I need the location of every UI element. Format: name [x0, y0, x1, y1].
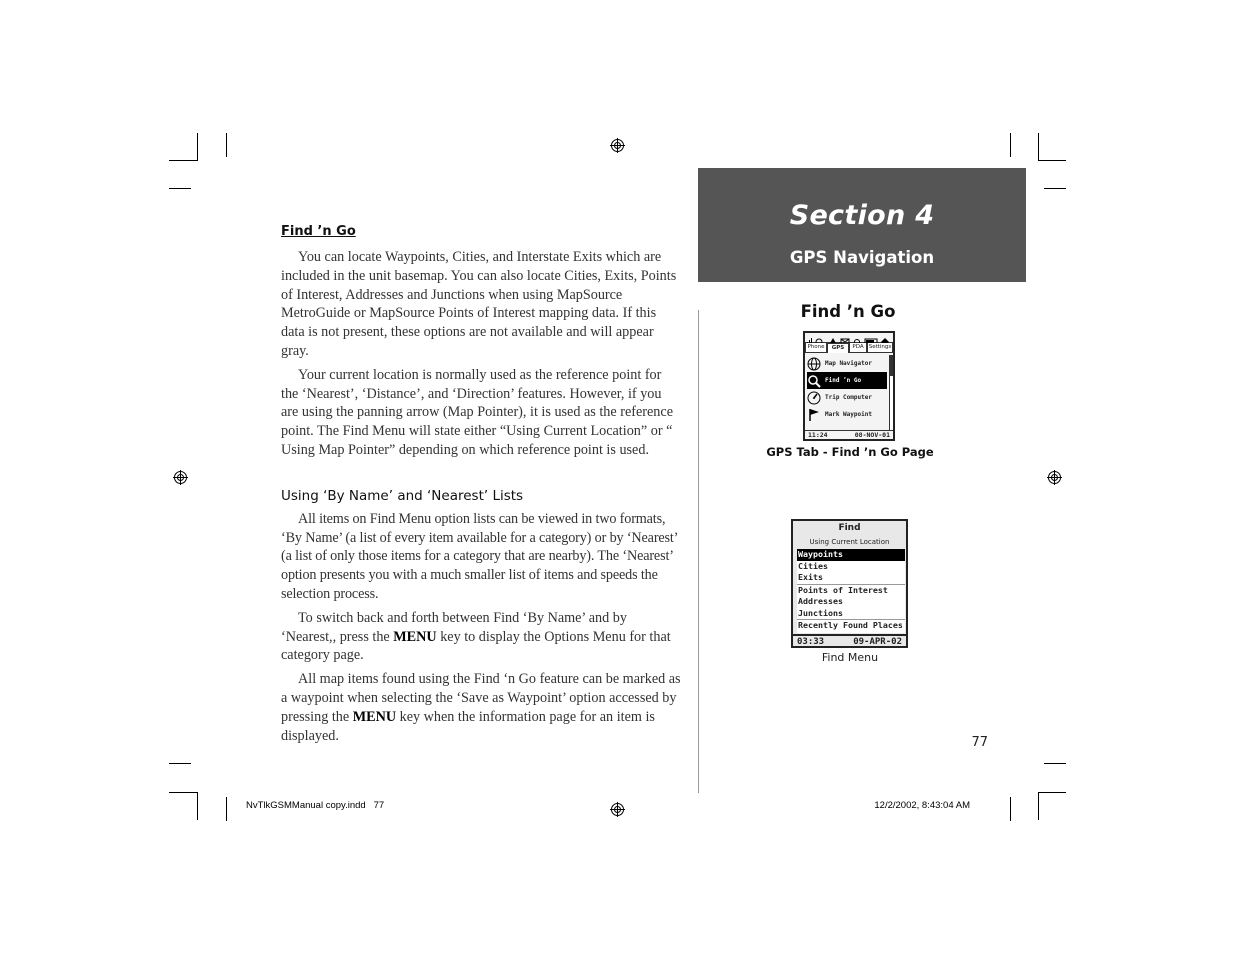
flag-icon	[807, 408, 821, 422]
list-item-exits[interactable]: Exits	[797, 572, 905, 585]
clock-time: 03:33	[797, 637, 825, 647]
footer-timestamp: 12/2/2002, 8:43:04 AM	[874, 800, 970, 811]
tab-gps[interactable]: GPS	[827, 343, 849, 353]
heading-find-n-go: Find ’n Go	[281, 224, 356, 239]
section-title: Section 4	[789, 200, 935, 231]
clock-date: 08-NOV-01	[854, 431, 890, 439]
list-item-cities[interactable]: Cities	[798, 560, 828, 571]
status-bar	[805, 333, 893, 343]
paragraph: Your current location is normally used as the reference point for the ‘Nearest’, ‘Distance’, and ‘Direction’ features. However, if you are using the panning arrow (Map Pointer), it is used as the reference point. The Find Menu will state either “Using Current Location” or “ Using Map Pointer” depending on which reference point is used.	[281, 366, 673, 458]
list-item-recently-found[interactable]: Recently Found Places	[798, 620, 903, 630]
list-item-waypoints[interactable]: Waypoints	[797, 549, 905, 561]
column-divider	[698, 310, 699, 793]
time-date-bar	[805, 430, 893, 439]
time-date-bar	[793, 634, 906, 646]
registration-mark-icon	[1047, 470, 1062, 485]
gps-menu-list	[807, 355, 887, 423]
registration-mark-icon	[173, 470, 188, 485]
gauge-icon	[807, 391, 821, 405]
scrollbar[interactable]	[889, 355, 894, 431]
find-list	[797, 549, 905, 633]
menu-key-label: MENU	[393, 628, 437, 645]
menu-key-label: MENU	[352, 708, 397, 725]
heading-by-name-nearest: Using ‘By Name’ and ‘Nearest’ Lists	[281, 487, 524, 504]
find-title: Find	[838, 523, 861, 533]
paragraph: All items on Find Menu option lists can be viewed in two formats, ‘By Name’ (a list of every item available for a category) or by ‘Nearest’ (a list of only those items for a category that are nearby). The ‘Nearest’ option presents you with a much smaller list of items and speeds the selection process.	[281, 510, 678, 602]
magnifier-icon	[807, 374, 821, 388]
tab-bar	[805, 343, 893, 353]
figure-caption: GPS Tab - Find ’n Go Page	[766, 445, 934, 459]
list-item-points-of-interest[interactable]: Points of Interest	[798, 584, 888, 595]
list-item-junctions[interactable]: Junctions	[797, 608, 905, 621]
tab-settings[interactable]: Settings	[867, 343, 893, 353]
registration-mark-icon	[610, 802, 625, 817]
menu-item-map-navigator[interactable]: Map Navigator	[807, 355, 887, 372]
tab-pda[interactable]: PDA	[849, 343, 867, 353]
section-subtitle: GPS Navigation	[789, 248, 935, 267]
registration-mark-icon	[610, 138, 625, 153]
menu-item-mark-waypoint[interactable]: Mark Waypoint	[807, 406, 887, 423]
page-number: 77	[971, 735, 988, 750]
section-header	[698, 168, 1026, 282]
clock-time: 11:24	[808, 431, 828, 439]
device-screen-find-menu	[791, 519, 908, 648]
clock-date: 09-APR-02	[853, 637, 902, 647]
find-subtitle: Using Current Location	[809, 538, 890, 546]
tab-phone[interactable]: Phone	[805, 343, 827, 353]
list-item-addresses[interactable]: Addresses	[798, 596, 843, 606]
paragraph: All map items found using the Find ‘n Go feature can be marked as a waypoint when selecting the ‘Save as Waypoint’ option accessed by pressing the MENU key when the information page for an item is displayed.	[281, 671, 681, 744]
device-screen-gps-tab	[803, 331, 895, 441]
menu-item-find-n-go[interactable]: Find ’n Go	[807, 372, 887, 389]
figure-caption: Find Menu	[821, 651, 879, 664]
left-column	[281, 224, 681, 750]
paragraph: You can locate Waypoints, Cities, and Interstate Exits which are included in the unit basemap. You can also locate Cities, Exits, Points of Interest, Addresses and Junctions when using MapSource MetroGuide or MapSource Points of Interest mapping data. If this data is not present, these options are not available and will appear gray.	[281, 249, 677, 359]
menu-item-trip-computer[interactable]: Trip Computer	[807, 389, 887, 406]
globe-icon	[807, 357, 821, 371]
footer-filename: NvTlkGSMManual copy.indd 77	[246, 800, 385, 811]
paragraph: To switch back and forth between Find ‘By Name’ and by ‘Nearest,, press the MENU key to display the Options Menu for that category page.	[281, 609, 671, 664]
sidebar-heading: Find ’n Go	[800, 302, 896, 321]
